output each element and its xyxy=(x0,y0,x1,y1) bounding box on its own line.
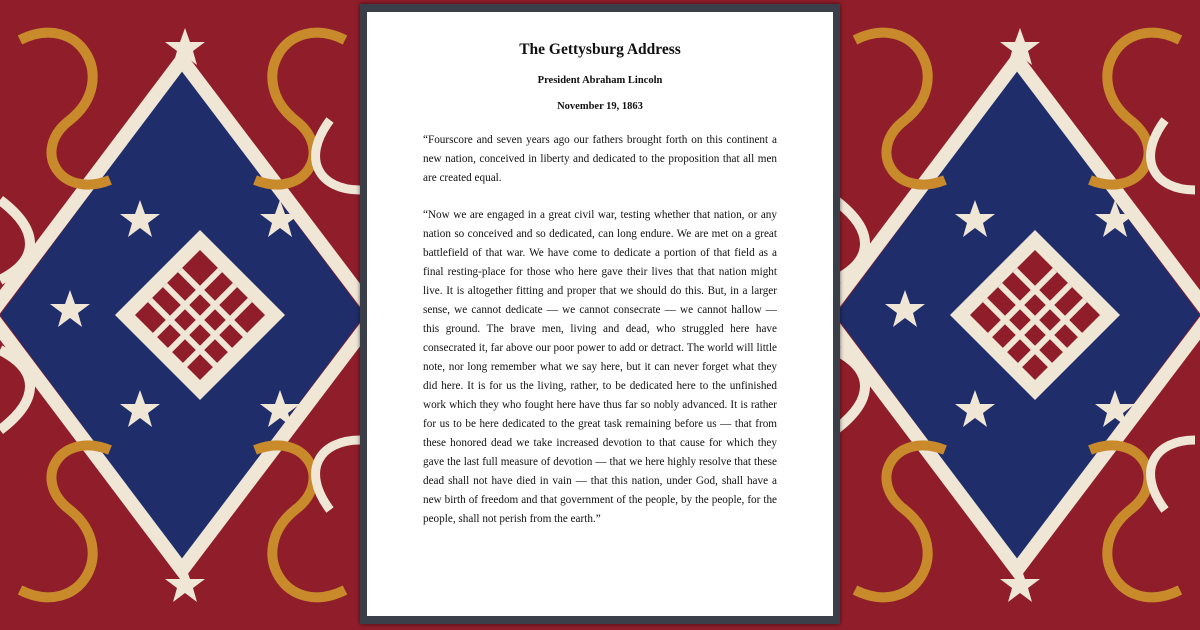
document-title: The Gettysburg Address xyxy=(519,41,681,58)
document-paragraph-2: “Now we are engaged in a great civil war, testing whether that nation, or any nation so conceived and so dedicated, can long endure. We are met on a great battlefield of that war. We have come to dedicate a portion of that field as a final resting-place for those who here gave their lives that that nation might live. It is altogether fitting and proper that we should do this. But, in a larger sense, we cannot dedicate — we cannot consecrate — we cannot hallow — this ground. The brave men, living and dead, who struggled here have consecrated it, far above our poor power to add or detract. The world will little note, nor long remember what we say here, but it can never forget what they did here. It is for us the living, rather, to be dedicated here to the unfinished work which they who fought here have thus far so nobly advanced. It is rather for us to be here dedicated to the great task remaining before us — that from these honored dead we take increased devotion to that cause for which they gave the last full measure of devotion — that we here highly resolve that these dead shall not have died in vain — that this nation, under God, shall have a new birth of freedom and that government of the people, by the people, for the people, shall not perish from the earth.” xyxy=(423,209,777,525)
document-date: November 19, 1863 xyxy=(557,101,643,112)
tapestry-right xyxy=(835,0,1200,630)
tapestry-pattern-left xyxy=(0,0,365,630)
document-page xyxy=(367,12,833,616)
document-author: President Abraham Lincoln xyxy=(537,75,663,86)
tapestry-pattern-right xyxy=(835,0,1200,630)
tapestry-left xyxy=(0,0,365,630)
document-paragraph-1: “Fourscore and seven years ago our fathers brought forth on this continent a new nation, conceived in liberty and dedicated to the proposition that all men are created equal. xyxy=(423,134,777,184)
